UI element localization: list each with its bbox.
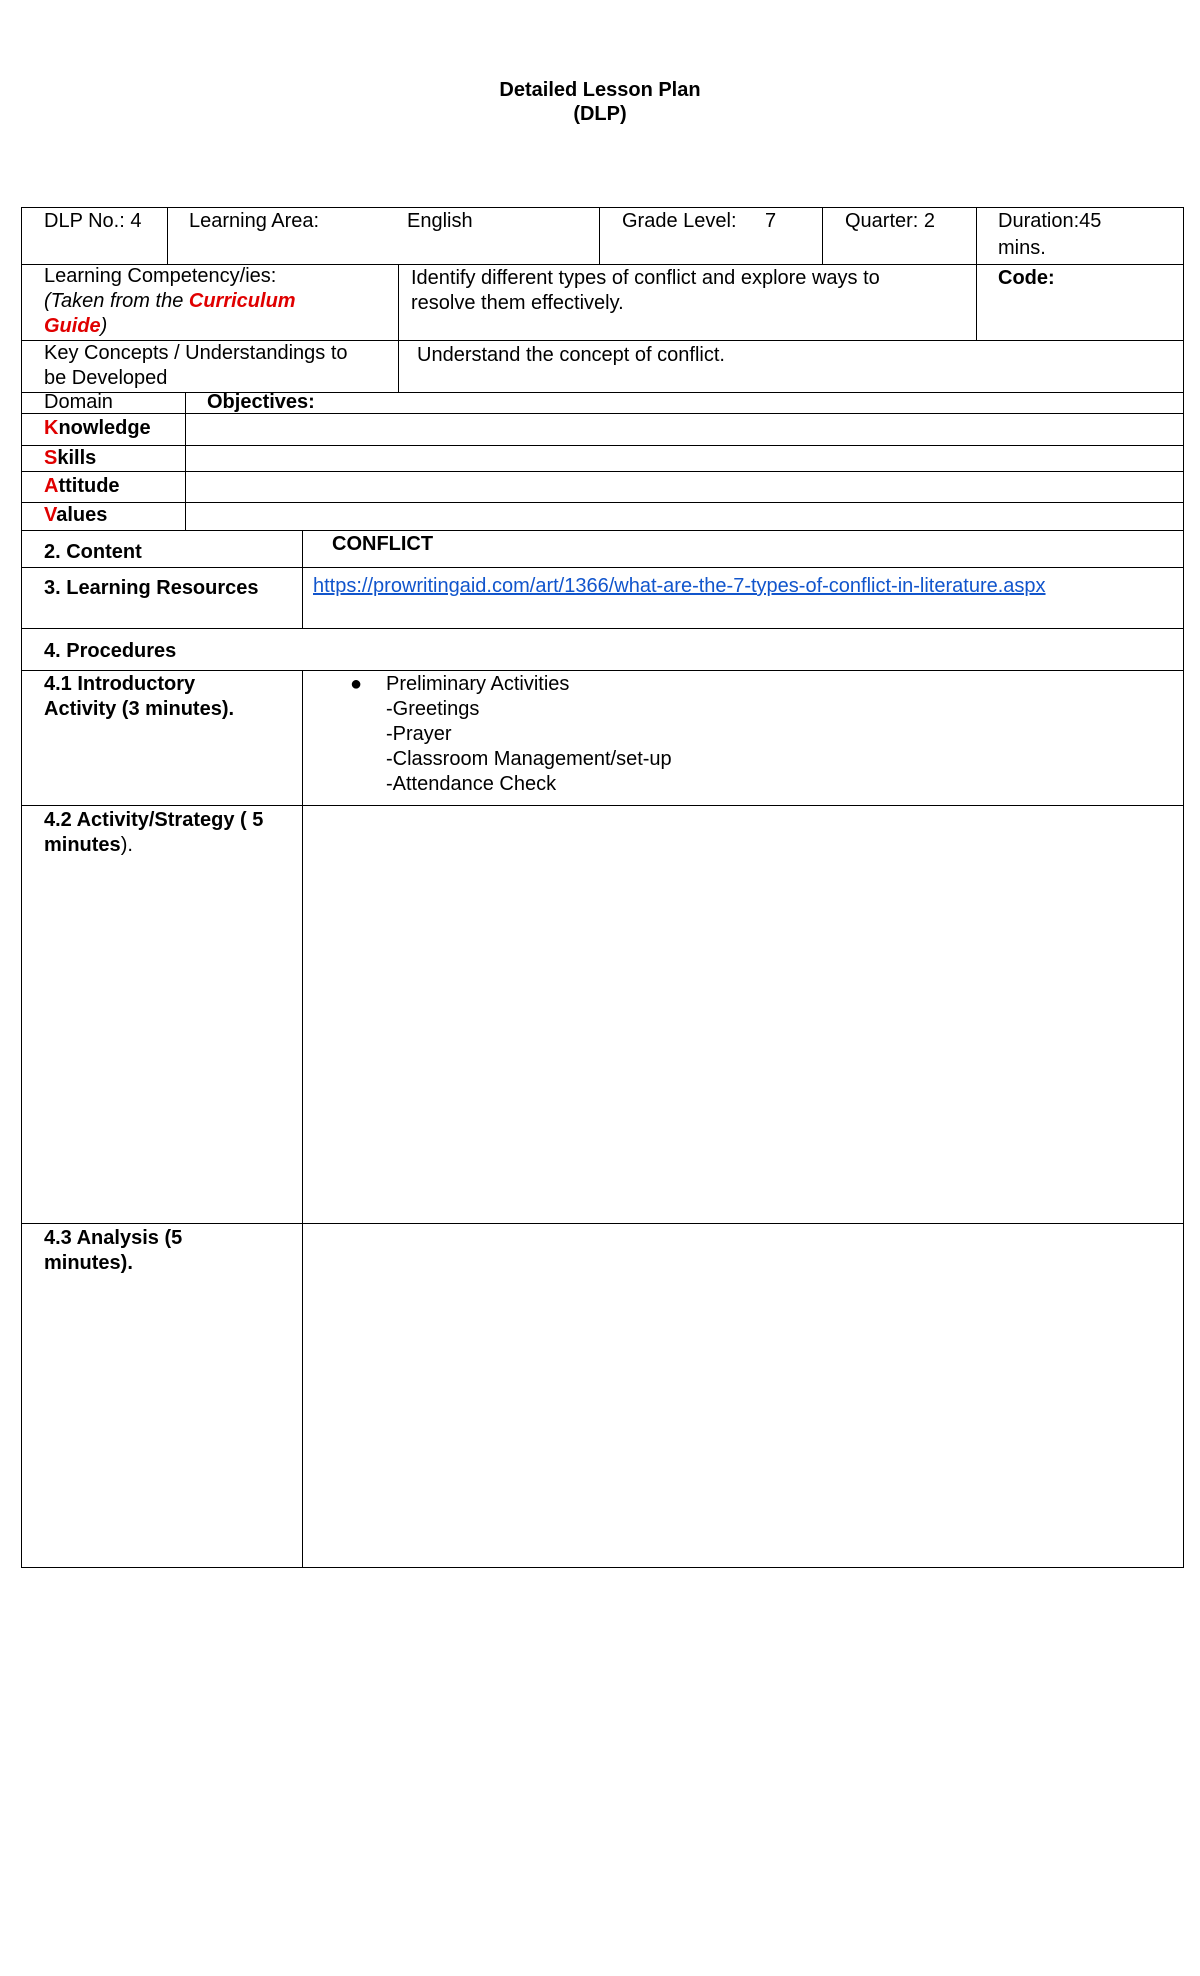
code-label: Code: bbox=[998, 267, 1055, 289]
column-divider bbox=[976, 207, 977, 340]
column-divider bbox=[822, 207, 823, 264]
competency-text-2: resolve them effectively. bbox=[411, 292, 624, 314]
column-divider bbox=[599, 207, 600, 264]
curriculum-guide-note-2 bbox=[44, 314, 107, 339]
row-divider bbox=[21, 471, 1184, 472]
duration-unit: mins. bbox=[998, 237, 1046, 259]
domain-rest: nowledge bbox=[58, 417, 151, 439]
resource-link[interactable]: https://prowritingaid.com/art/1366/what-are-the-7-types-of-conflict-in-literature.aspx bbox=[313, 575, 1046, 597]
domain-initial: V bbox=[44, 504, 57, 526]
minutes-tail: ). bbox=[120, 834, 133, 856]
preliminary-activities: Preliminary Activities bbox=[386, 673, 570, 695]
list-item: -Classroom Management/set-up bbox=[386, 748, 672, 770]
note-close: ) bbox=[100, 315, 108, 337]
key-concepts-label-2: be Developed bbox=[44, 367, 168, 389]
key-concepts-text: Understand the concept of conflict. bbox=[417, 344, 725, 366]
list-item: -Attendance Check bbox=[386, 773, 557, 795]
column-divider bbox=[302, 670, 303, 1568]
grade-level-label: Grade Level: bbox=[622, 210, 737, 232]
domain-skills bbox=[44, 446, 96, 471]
column-divider bbox=[185, 392, 186, 530]
domain-knowledge bbox=[44, 416, 151, 441]
learning-resources-label: 3. Learning Resources bbox=[44, 577, 259, 599]
domain-attitude bbox=[44, 474, 120, 499]
domain-rest: kills bbox=[57, 447, 97, 469]
row-divider bbox=[21, 502, 1184, 503]
domain-initial: A bbox=[44, 475, 59, 497]
list-item: -Greetings bbox=[386, 698, 480, 720]
grade-level-value: 7 bbox=[765, 210, 777, 232]
row-divider bbox=[21, 1223, 1184, 1224]
content-label: 2. Content bbox=[44, 541, 142, 563]
duration: Duration:45 bbox=[998, 210, 1102, 232]
row-divider bbox=[21, 628, 1184, 629]
column-divider bbox=[167, 207, 168, 264]
domain-rest: ttitude bbox=[58, 475, 120, 497]
analysis-label: 4.3 Analysis (5 bbox=[44, 1227, 183, 1249]
column-divider bbox=[302, 530, 303, 628]
domain-initial: K bbox=[44, 417, 59, 439]
guide-word: Guide bbox=[44, 315, 101, 337]
minutes-word: minutes bbox=[44, 834, 121, 856]
domain-initial: S bbox=[44, 447, 58, 469]
domain-rest: alues bbox=[56, 504, 108, 526]
intro-activity-label: 4.1 Introductory bbox=[44, 673, 196, 695]
lesson-plan-table bbox=[21, 207, 1184, 1568]
activity-strategy-label: 4.2 Activity/Strategy ( 5 bbox=[44, 809, 264, 831]
learning-competency-label: Learning Competency/ies: bbox=[44, 265, 277, 287]
note-open: (Taken from the bbox=[44, 290, 189, 312]
row-divider bbox=[21, 670, 1184, 671]
analysis-label-2: minutes). bbox=[44, 1252, 133, 1274]
column-divider bbox=[398, 264, 399, 392]
row-divider bbox=[21, 530, 1184, 531]
procedures-label: 4. Procedures bbox=[44, 640, 177, 662]
row-divider bbox=[21, 445, 1184, 446]
row-divider bbox=[21, 392, 1184, 393]
row-divider bbox=[21, 413, 1184, 414]
domain-values bbox=[44, 503, 107, 528]
row-divider bbox=[21, 805, 1184, 806]
quarter: Quarter: 2 bbox=[845, 210, 936, 232]
dlp-number: DLP No.: 4 bbox=[44, 210, 142, 232]
objectives-label: Objectives: bbox=[207, 391, 315, 413]
row-divider bbox=[21, 567, 1184, 568]
content-value: CONFLICT bbox=[332, 533, 434, 555]
intro-activity-label-2: Activity (3 minutes). bbox=[44, 698, 235, 720]
curriculum-guide-note bbox=[44, 289, 296, 314]
key-concepts-label: Key Concepts / Understandings to bbox=[44, 342, 348, 364]
domain-label: Domain bbox=[44, 391, 113, 413]
competency-text: Identify different types of conflict and explore ways to bbox=[411, 267, 880, 289]
learning-area-label: Learning Area: bbox=[189, 210, 320, 232]
page-subtitle: (DLP) bbox=[573, 103, 627, 125]
curriculum-word: Curriculum bbox=[188, 290, 296, 312]
learning-area-value: English bbox=[407, 210, 473, 232]
list-item: -Prayer bbox=[386, 723, 452, 745]
page-title: Detailed Lesson Plan bbox=[499, 79, 701, 101]
bullet-icon: ● bbox=[350, 673, 363, 695]
activity-strategy-label-2 bbox=[44, 833, 133, 858]
